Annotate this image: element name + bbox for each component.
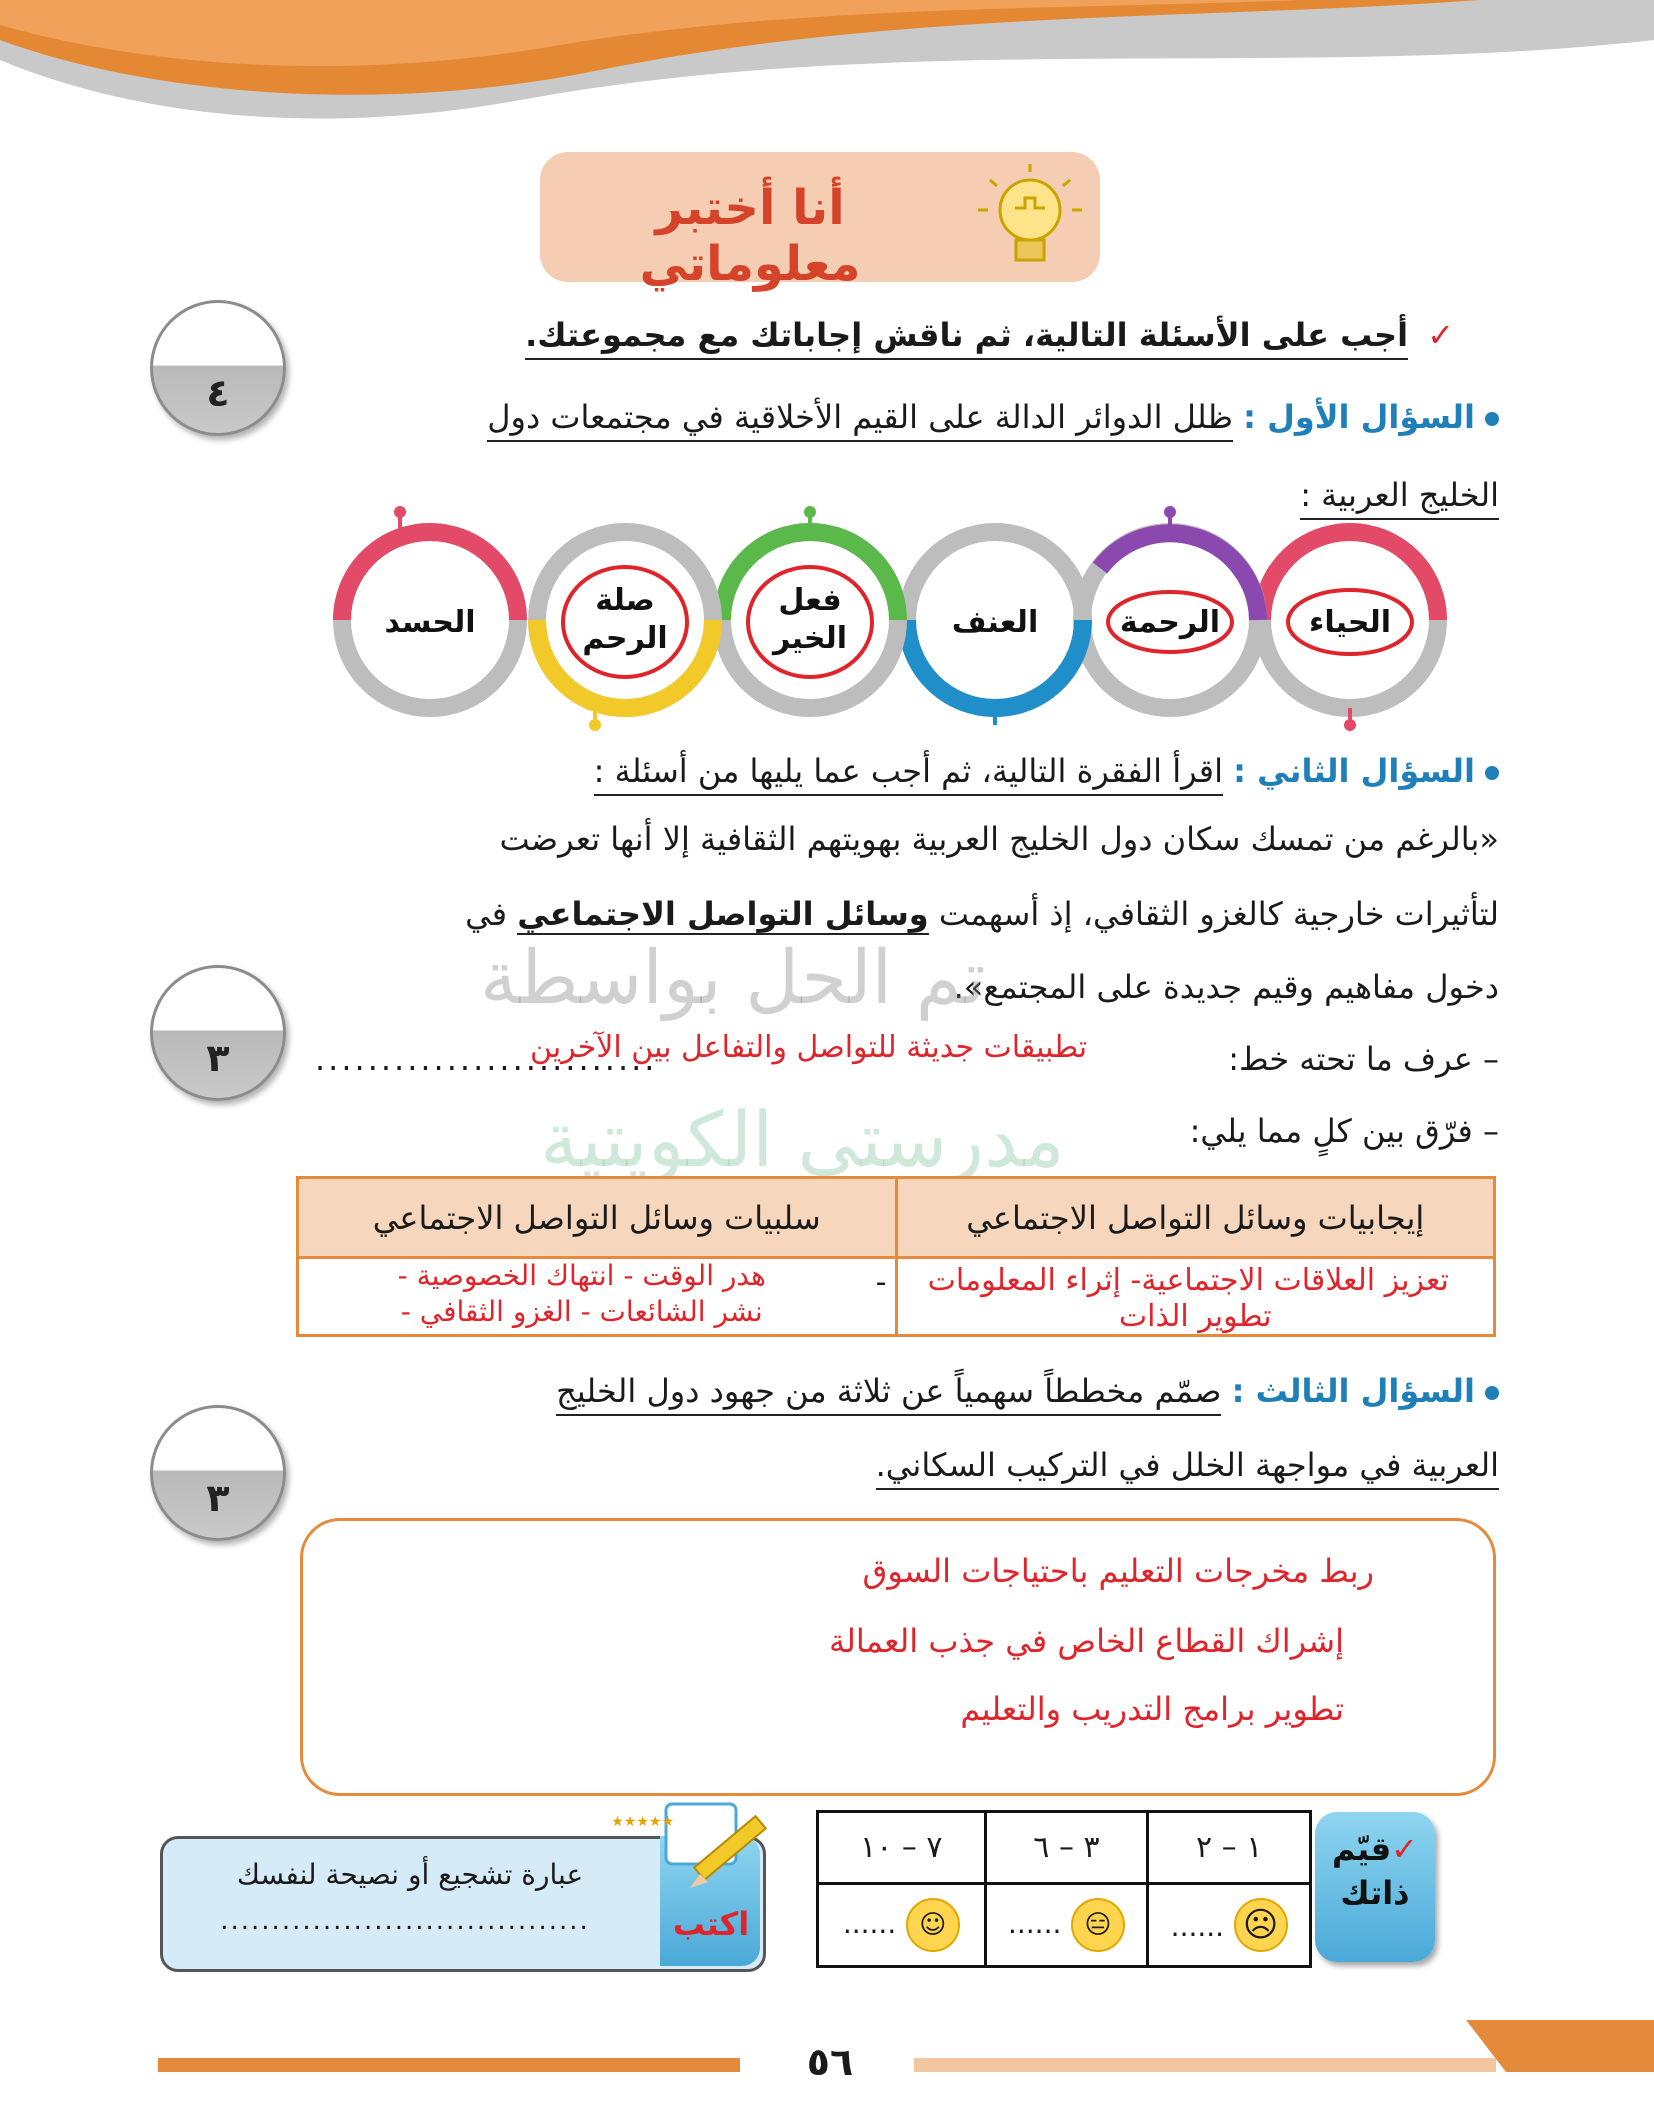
page-title: أنا أختبر معلوماتي <box>639 180 861 292</box>
instruction-line <box>525 316 1454 354</box>
compare-table <box>296 1176 1496 1337</box>
write-dots[interactable]: .................................... <box>220 1906 590 1936</box>
define-answer: تطبيقات جديثة للتواصل والتفاعل بين الآخرين <box>530 1030 1088 1065</box>
q1-line1 <box>487 398 1499 436</box>
footer-bar-right <box>914 2058 1496 2072</box>
top-decoration <box>0 0 1654 150</box>
col-positives: إيجابيات وسائل التواصل الاجتماعي <box>896 1178 1495 1258</box>
circle-label-3: العنف <box>951 605 1039 640</box>
circle-label-6: الحسد <box>384 605 476 640</box>
write-prompt: عبارة تشجيع أو نصيحة لنفسك <box>236 1858 584 1891</box>
define-dots: .......................... <box>315 1040 658 1078</box>
q3-line1 <box>556 1372 1499 1410</box>
q1-line2: الخليج العربية : <box>1300 476 1499 520</box>
footer-bar-left <box>158 2058 740 2072</box>
q2-para-line1: «بالرغم من تمسك سكان دول الخليج العربية بهويتهم الثقافية إلا أنها تعرضت <box>499 820 1499 858</box>
q3-answer-2: إشراك القطاع الخاص في جذب العمالة <box>828 1622 1344 1660</box>
page-number: ٥٦ <box>806 2040 854 2084</box>
pencil-icon <box>611 1790 790 1900</box>
bullet-icon <box>1485 1386 1499 1400</box>
watermark-line2: مدرستي الكويتية <box>540 1095 1065 1184</box>
circle-label-1: الحياء <box>1308 605 1392 640</box>
sad-face-icon[interactable]: ☹ <box>1234 1898 1288 1952</box>
q2-line <box>594 752 1499 790</box>
q2-para-line2: لتأثيرات خارجية كالغزو الثقافي، إذ أسهمت وسائل التواصل الاجتماعي في <box>465 895 1499 933</box>
svg-text:★★★★★: ★★★★★ <box>611 1814 674 1830</box>
circle-label-2: الرحمة <box>1119 605 1221 640</box>
circle-label-4: فعل الخير <box>772 583 848 656</box>
q2-para-line3: دخول مفاهيم وقيم جديدة على المجتمع». <box>953 968 1499 1006</box>
define-prompt: – عرف ما تحته خط: <box>1228 1040 1499 1078</box>
score-circle-3: ٣ <box>150 1405 286 1541</box>
positives-cell: تعزيز العلاقات الاجتماعية- إثراء المعلومات تطوير الذات <box>896 1258 1495 1336</box>
bullet-icon <box>1485 412 1499 426</box>
q1-label: السؤال الأول : <box>1243 398 1475 436</box>
score-circle-1: ٤ <box>150 300 286 436</box>
range-2: ٣ – ٦ <box>985 1812 1148 1884</box>
footer-corner <box>1466 2020 1654 2080</box>
self-eval-badge: ✓قيّم ذاتك <box>1315 1812 1435 1962</box>
range-1: ١ – ٢ <box>1148 1812 1311 1884</box>
write-label: اكتب <box>672 1905 750 1943</box>
underlined-term: وسائل التواصل الاجتماعي <box>517 895 929 933</box>
compare-prompt: – فرّق بين كلٍ مما يلي: <box>1189 1112 1499 1150</box>
q3-text: صمّم مخططاً سهمياً عن ثلاثة من جهود دول الخليج <box>556 1372 1221 1416</box>
self-eval-table: ١ – ٢ ٣ – ٦ ٧ – ١٠ ☹ ...... 😑 ...... ☺ ...... <box>816 1810 1312 1968</box>
q3-answer-3: تطوير برامج التدريب والتعليم <box>960 1690 1344 1728</box>
q2-label: السؤال الثاني : <box>1233 752 1475 790</box>
checkmark-icon: ✓ <box>1427 316 1454 354</box>
neutral-face-icon[interactable]: 😑 <box>1071 1898 1125 1952</box>
q3-label: السؤال الثالث : <box>1231 1372 1475 1410</box>
range-3: ٧ – ١٠ <box>818 1812 986 1884</box>
q1-text: ظلل الدوائر الدالة على القيم الأخلاقية في مجتمعات دول <box>487 398 1233 442</box>
col-negatives: سلبيات وسائل التواصل الاجتماعي <box>298 1178 897 1258</box>
happy-face-icon[interactable]: ☺ <box>906 1898 960 1952</box>
bullet-icon <box>1485 766 1499 780</box>
negatives-cell: - هدر الوقت - انتهاك الخصوصية - نشر الشائعات - الغزو الثقافي - <box>298 1258 897 1336</box>
q3-answer-1: ربط مخرجات التعليم باحتياجات السوق <box>862 1552 1374 1590</box>
q2-text: اقرأ الفقرة التالية، ثم أجب عما يليها من أسئلة : <box>594 752 1223 796</box>
q3-line2: العربية في مواجهة الخلل في التركيب السكاني. <box>876 1446 1499 1490</box>
watermark-line1: تم الحل بواسطة <box>480 935 986 1021</box>
score-circle-2: ٣ <box>150 965 286 1101</box>
circle-label-5: صلة الرحم <box>582 583 668 656</box>
lightbulb-puzzle-icon <box>960 158 1100 278</box>
instruction-text: أجب على الأسئلة التالية، ثم ناقش إجاباتك مع مجموعتك. <box>525 316 1408 360</box>
